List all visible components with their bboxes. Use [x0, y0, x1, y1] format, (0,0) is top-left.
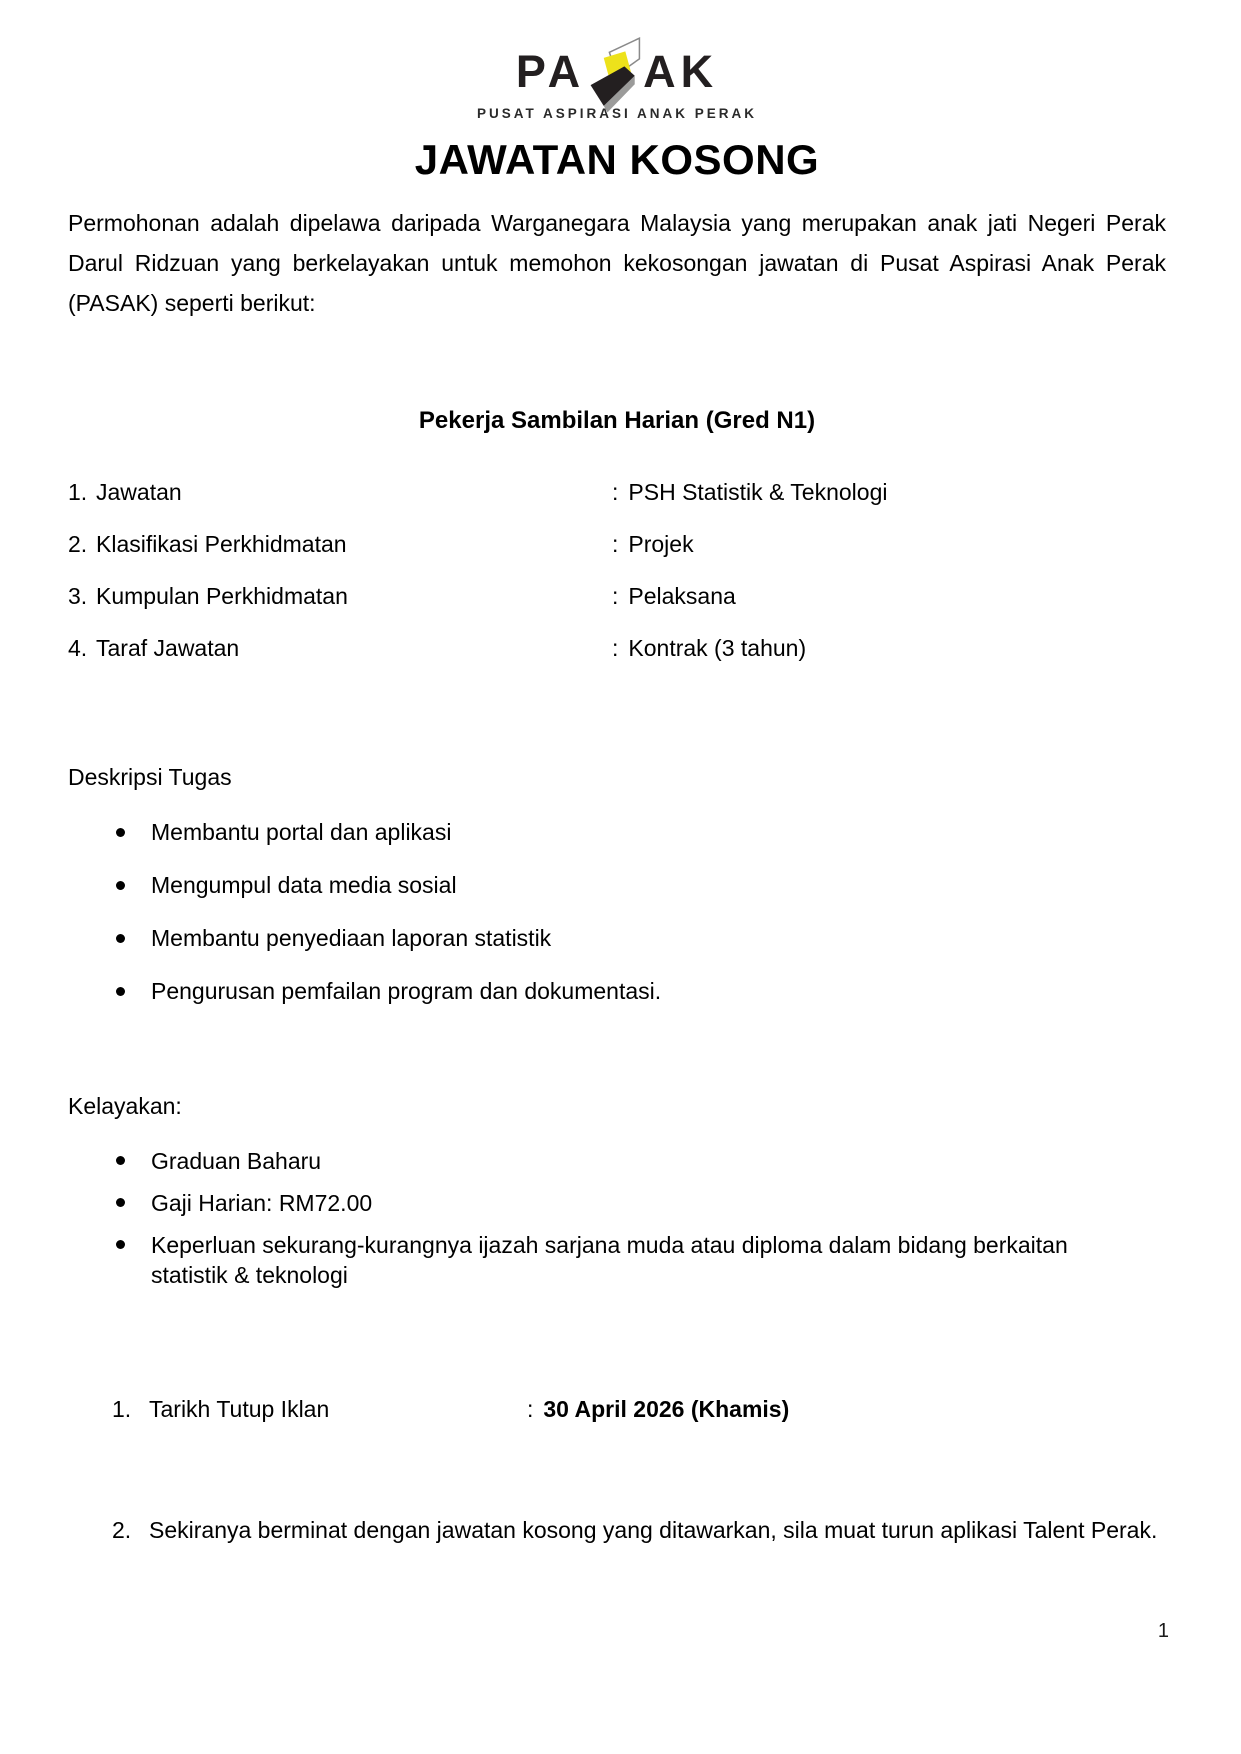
intro-paragraph: Permohonan adalah dipelawa daripada Warganegara Malaysia yang merupakan anak jati Negeri Perak Darul Ridzuan yang berkelayakan untuk memohon kekosongan jawatan di Pusat Aspirasi Anak Perak (PASAK) seperti berikut: [68, 210, 1166, 317]
detail-colon: : [612, 531, 619, 558]
logo-tagline: PUSAT ASPIRASI ANAK PERAK [476, 106, 758, 121]
bullet-icon [116, 881, 125, 890]
detail-number: 1. [68, 479, 88, 506]
detail-label: Taraf Jawatan [96, 635, 240, 662]
detail-value: Projek [628, 531, 694, 558]
tasks-list [68, 819, 1166, 1005]
qualification-item [68, 1146, 1166, 1176]
page-title: JAWATAN KOSONG [414, 136, 820, 183]
detail-colon: : [612, 635, 619, 662]
detail-value: Pelaksana [628, 583, 736, 610]
task-item [68, 978, 1166, 1005]
qualification-text: Keperluan sekurang-kurangnya ijazah sarjana muda atau diploma dalam bidang berkaitan statistik & teknologi [151, 1232, 1068, 1289]
closing-date-row [68, 1396, 1166, 1423]
bullet-icon [116, 1198, 125, 1207]
bullet-icon [116, 1156, 125, 1165]
detail-number: 3. [68, 583, 88, 610]
qualification-item [68, 1188, 1166, 1218]
closing-label: Tarikh Tutup Iklan [149, 1396, 330, 1423]
task-text: Membantu penyediaan laporan statistik [151, 925, 552, 952]
task-item [68, 872, 1166, 899]
detail-value: PSH Statistik & Teknologi [628, 479, 888, 506]
detail-row [68, 531, 1166, 558]
qualifications-heading: Kelayakan: [68, 1093, 182, 1120]
bullet-icon [116, 828, 125, 837]
logo-text-end: AK [643, 45, 719, 97]
pasak-logo-wordmark [516, 40, 718, 102]
qualification-text: Gaji Harian: RM72.00 [151, 1190, 373, 1217]
closing-number: 1. [112, 1396, 132, 1423]
position-heading: Pekerja Sambilan Harian (Gred N1) [418, 407, 816, 435]
task-item [68, 819, 1166, 846]
pasak-logo [68, 0, 1166, 121]
detail-colon: : [612, 479, 619, 506]
detail-value: Kontrak (3 tahun) [628, 635, 807, 662]
tasks-heading: Deskripsi Tugas [68, 764, 232, 791]
task-text: Mengumpul data media sosial [151, 872, 457, 899]
task-text: Pengurusan pemfailan program dan dokumentasi. [151, 978, 662, 1005]
task-text: Membantu portal dan aplikasi [151, 819, 452, 846]
logo-text-start: PA [515, 45, 586, 97]
qualifications-list [68, 1146, 1166, 1290]
bullet-icon [116, 987, 125, 996]
closing-date-value: 30 April 2026 (Khamis) [543, 1396, 790, 1423]
detail-label: Kumpulan Perkhidmatan [96, 583, 348, 610]
detail-row [68, 635, 1166, 662]
bullet-icon [116, 934, 125, 943]
qualification-item [68, 1230, 1166, 1290]
detail-number: 2. [68, 531, 88, 558]
closing-note-row [68, 1509, 1166, 1551]
detail-row [68, 479, 1166, 506]
closing-number: 2. [112, 1517, 132, 1544]
detail-number: 4. [68, 635, 88, 662]
logo-s-glyph-icon [584, 31, 646, 113]
detail-row [68, 583, 1166, 610]
closing-note-text: Sekiranya berminat dengan jawatan kosong yang ditawarkan, sila muat turun aplikasi Talent Perak. [149, 1517, 1158, 1544]
bullet-icon [116, 1240, 125, 1249]
detail-colon: : [612, 583, 619, 610]
qualification-text: Graduan Baharu [151, 1148, 322, 1175]
detail-label: Klasifikasi Perkhidmatan [96, 531, 347, 558]
closing-colon: : [527, 1396, 534, 1423]
task-item [68, 925, 1166, 952]
position-details-list [68, 479, 1166, 662]
page-number: 1 [1157, 1620, 1169, 1642]
detail-label: Jawatan [96, 479, 182, 506]
